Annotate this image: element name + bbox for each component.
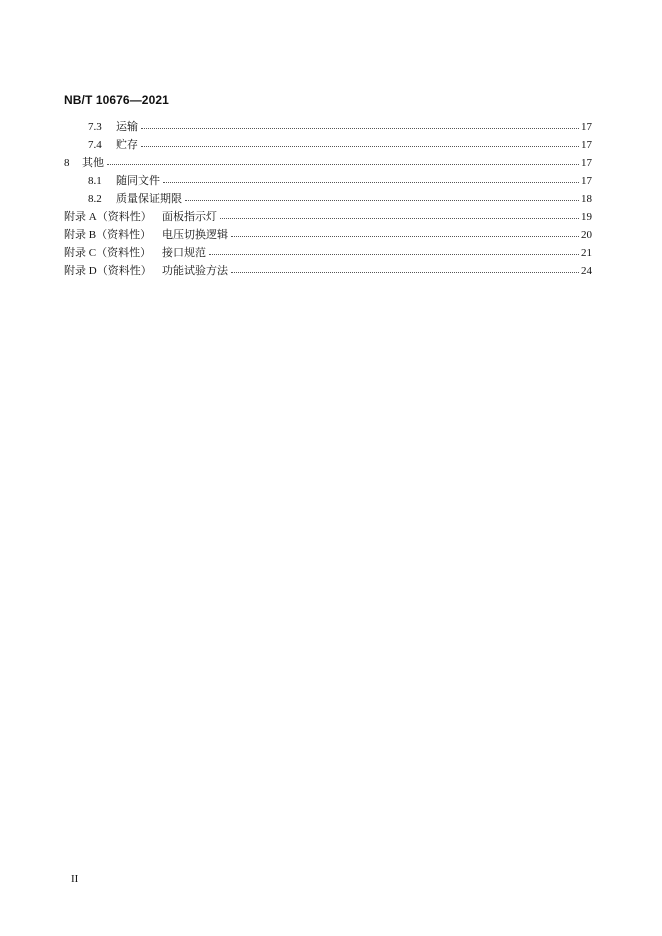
toc-entry-title: 电压切换逻辑: [162, 229, 228, 241]
toc-entry-title: 面板指示灯: [162, 211, 217, 223]
toc-dot-leader: [107, 164, 579, 165]
toc-dot-leader: [209, 254, 579, 255]
toc-entry-page: 21: [581, 247, 592, 259]
toc-dot-leader: [231, 272, 579, 273]
toc-entry-title: 随同文件: [116, 175, 160, 187]
toc-entry-number: 7.3: [88, 121, 102, 133]
toc-entry-number: 8.2: [88, 193, 102, 205]
toc-entry-page: 17: [581, 139, 592, 151]
toc-entry-page: 17: [581, 175, 592, 187]
document-code: NB/T 10676—2021: [64, 93, 169, 107]
toc-entry-page: 17: [581, 121, 592, 133]
toc-entry-page: 17: [581, 157, 592, 169]
toc-dot-leader: [141, 146, 579, 147]
toc-entry-number: 附录 C（资料性）: [64, 247, 152, 259]
toc-dot-leader: [163, 182, 579, 183]
toc-entry-page: 20: [581, 229, 592, 241]
toc-entry-number: 附录 D（资料性）: [64, 265, 152, 277]
toc-entry-7-4[interactable]: [88, 136, 592, 154]
toc-entry-appendix-c[interactable]: [64, 244, 592, 262]
toc-entry-title: 功能试验方法: [162, 265, 228, 277]
toc-dot-leader: [185, 200, 579, 201]
toc-dot-leader: [231, 236, 579, 237]
toc-entry-page: 18: [581, 193, 592, 205]
toc-entry-page: 24: [581, 265, 592, 277]
toc-entry-7-3[interactable]: [88, 118, 592, 136]
toc-dot-leader: [220, 218, 579, 219]
toc-entry-number: 附录 A（资料性）: [64, 211, 152, 223]
toc-entry-appendix-b[interactable]: [64, 226, 592, 244]
toc-entry-number: 8: [64, 157, 70, 169]
toc-entry-number: 8.1: [88, 175, 102, 187]
toc-entry-title: 质量保证期限: [116, 193, 182, 205]
toc-entry-title: 运输: [116, 121, 138, 133]
page-number: II: [71, 873, 79, 885]
toc-entry-appendix-d[interactable]: [64, 262, 592, 280]
toc-entry-title: 其他: [82, 157, 104, 169]
toc-entry-title: 贮存: [116, 139, 138, 151]
toc-entry-appendix-a[interactable]: [64, 208, 592, 226]
toc-entry-8[interactable]: [64, 154, 592, 172]
toc-dot-leader: [141, 128, 579, 129]
toc-entry-number: 7.4: [88, 139, 102, 151]
toc-entry-8-1[interactable]: [88, 172, 592, 190]
toc-entry-page: 19: [581, 211, 592, 223]
toc-entry-title: 接口规范: [162, 247, 206, 259]
toc-entry-8-2[interactable]: [88, 190, 592, 208]
toc-entry-number: 附录 B（资料性）: [64, 229, 152, 241]
